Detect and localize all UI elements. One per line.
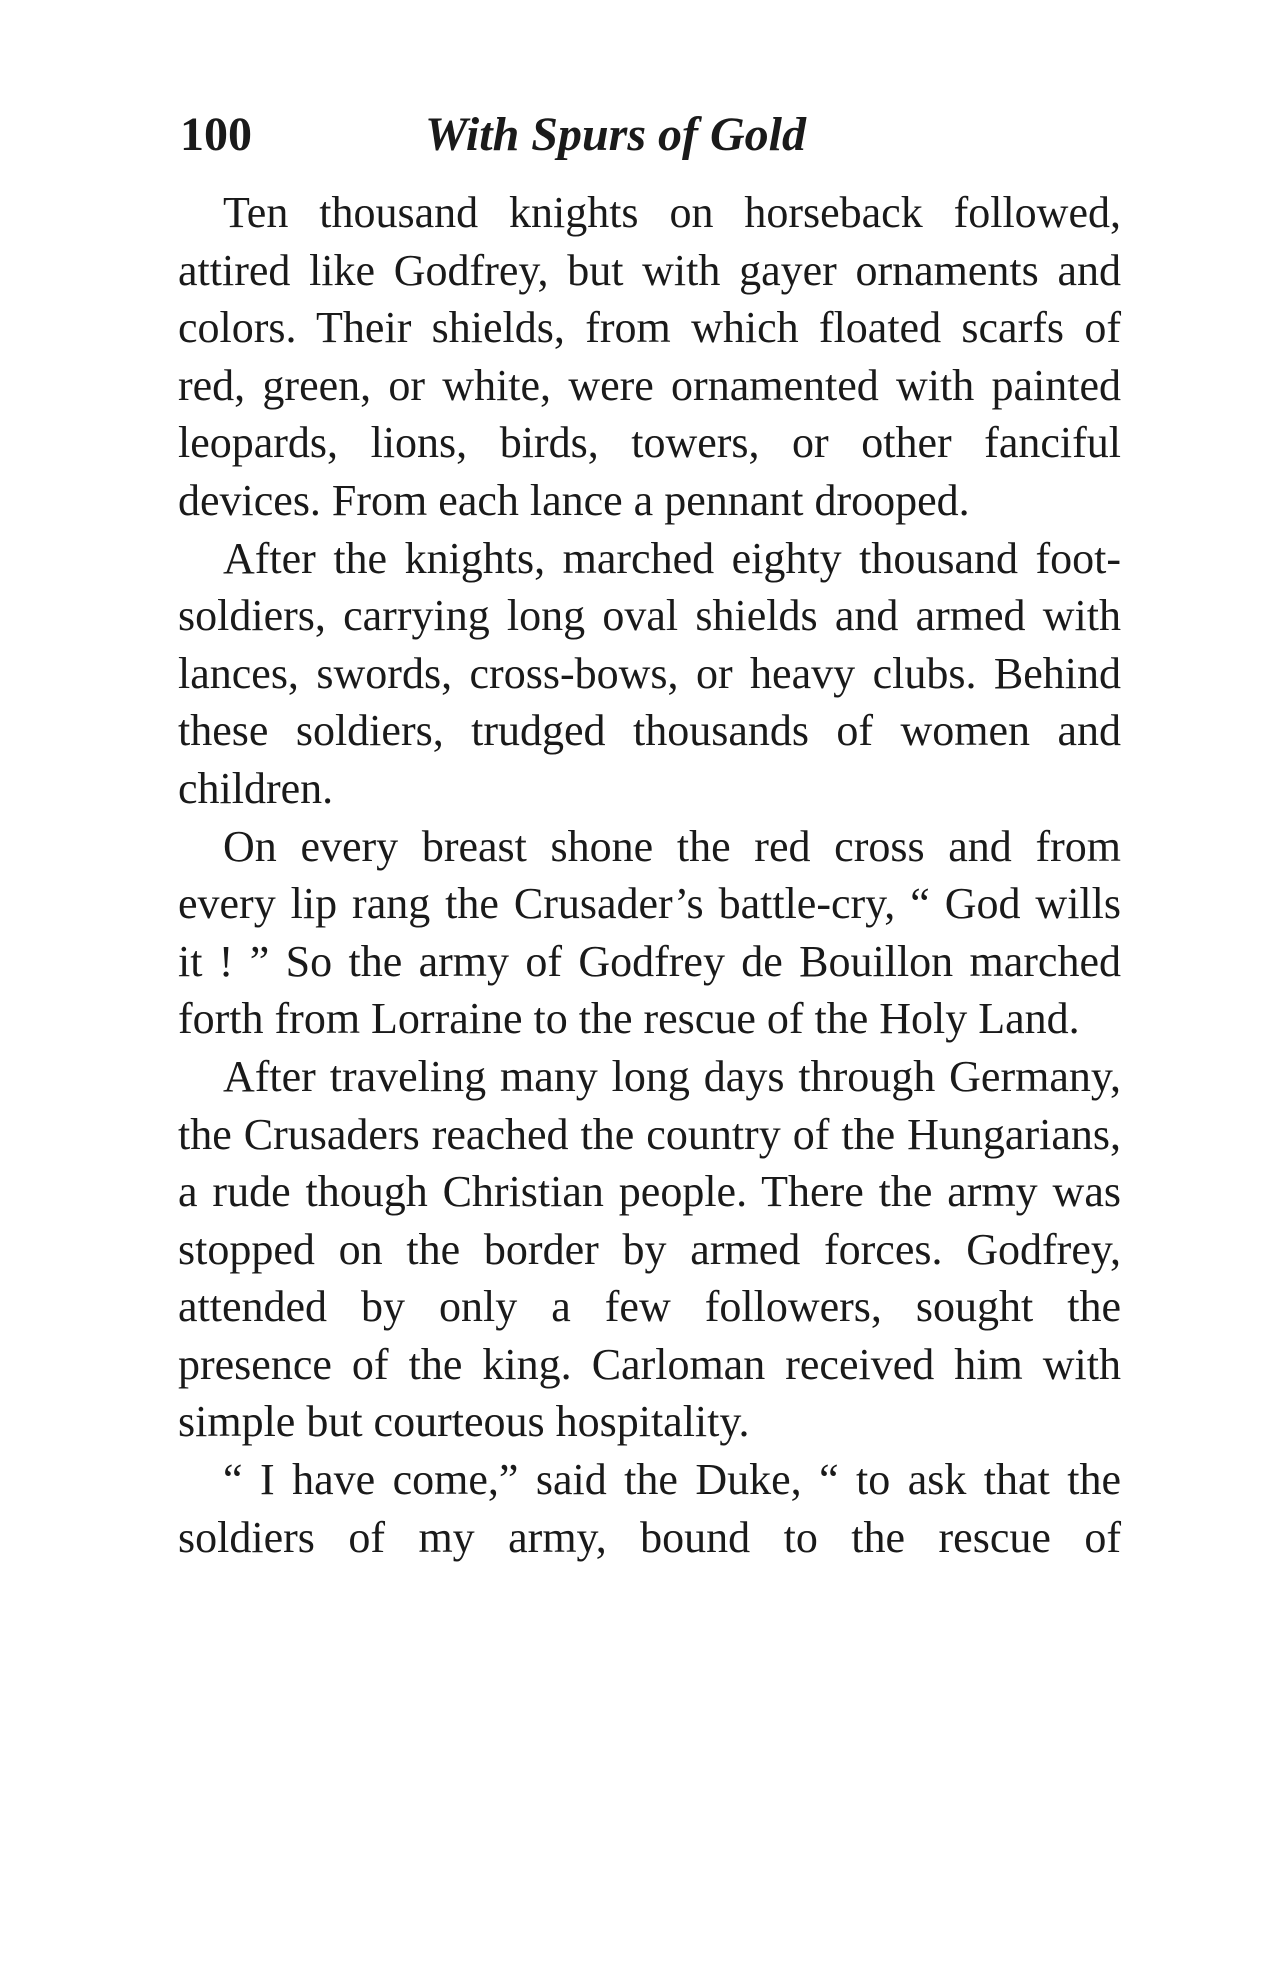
paragraph-knights: Ten thousand knights on horseback followed, attired like Godfrey, but with gayer ornaments and colors. Their shields, from which floated scarfs of red, green, or white, were ornamented with painted leopards, lions, birds, towers, or other fanciful devices. From each lance a pennant drooped.	[178, 188, 1121, 525]
paragraph-hungarians: After traveling many long days through Germany, the Crusaders reached the country of the Hungarians, a rude though Christian people. There the army was stopped on the border by armed forces. Godfrey, attended by only a few followers, sought the presence of the king. Carloman received him with simple but courteous hospitality.	[178, 1051, 1121, 1447]
paragraph-duke-speech: “ I have come,” said the Duke, “ to ask that the soldiers of my army, bound to the rescue of	[178, 1455, 1121, 1562]
page-header	[180, 100, 1130, 170]
running-title: With Spurs of Gold	[425, 108, 806, 161]
paragraph-red-cross: On every breast shone the red cross and from every lip rang the Crusader’s battle-cry, “ God wills it ! ” So the army of Godfrey de Bouillon marched forth from Lorraine to the rescue of the Holy Land.	[178, 821, 1121, 1044]
paragraph-foot-soldiers: After the knights, marched eighty thousand foot-soldiers, carrying long oval shields and armed with lances, swords, cross-bows, or heavy clubs. Behind these soldiers, trudged thousands of women and children.	[178, 533, 1121, 813]
body-text	[178, 184, 1121, 1566]
page-number: 100	[180, 108, 252, 161]
